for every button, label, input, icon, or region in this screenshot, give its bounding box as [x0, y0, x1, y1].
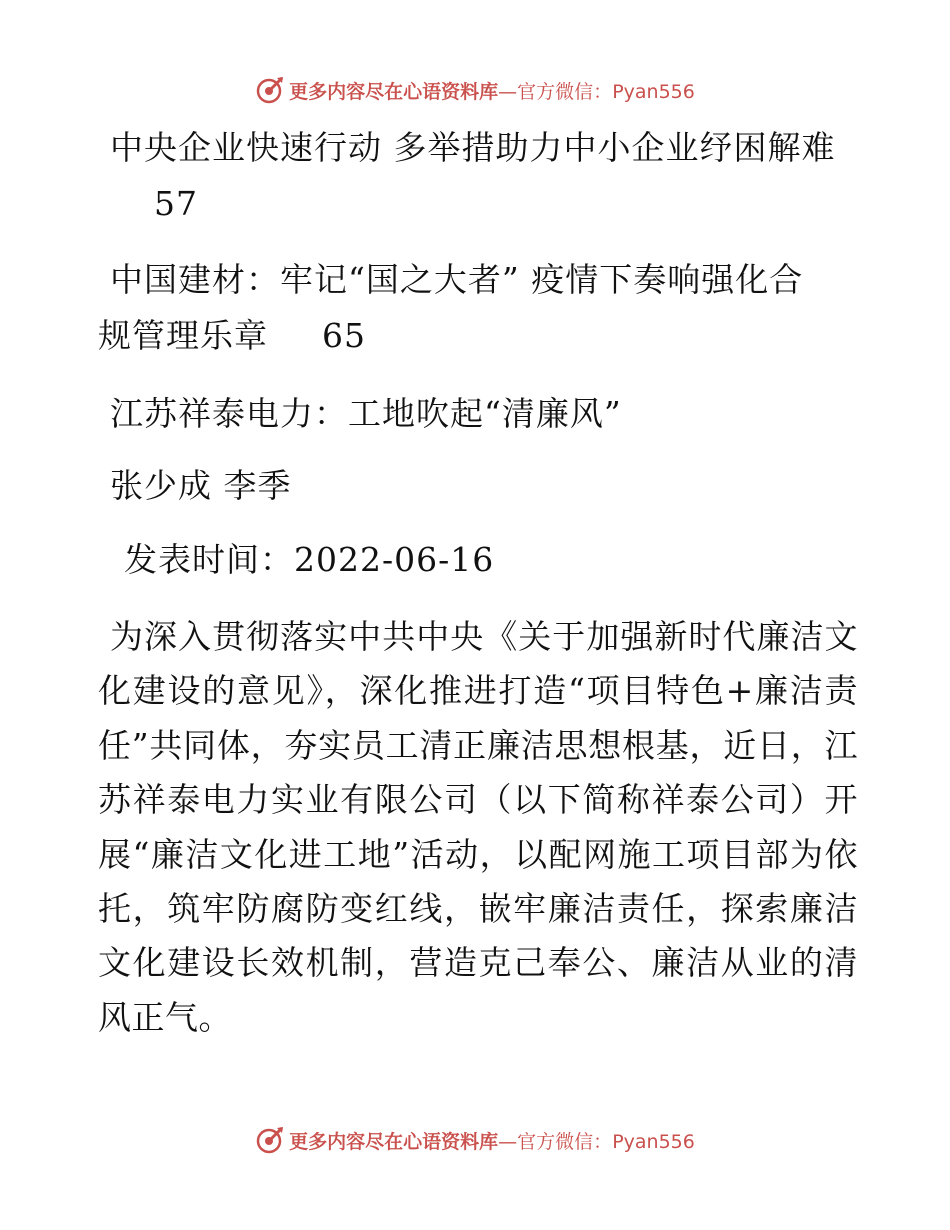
watermark-account: Pyan556 [612, 1130, 695, 1153]
watermark-official-label: 官方微信： [517, 80, 613, 103]
article-title: 江苏祥泰电力：工地吹起“清廉风” [110, 394, 622, 433]
toc-entry-1-title: 中央企业快速行动 多举措助力中小企业纾困解难 [110, 128, 836, 167]
toc-entry-1-page: 57 [154, 184, 198, 223]
watermark-banner-top [0, 70, 950, 110]
watermark-main-text: 更多内容尽在心语资料库 [289, 1130, 499, 1153]
watermark-banner-bottom [0, 1120, 950, 1160]
watermark-dash: — [498, 80, 518, 103]
quill-logo-icon [255, 1125, 285, 1155]
quill-logo-icon [255, 75, 285, 105]
article-body: 为深入贯彻落实中共中央《关于加强新时代廉洁文化建设的意见》，深化推进打造“项目特色+廉洁责任”共同体，夯实员工清正廉洁思想根基，近日，江苏祥泰电力实业有限公司（以下简称祥泰公司）开展“廉洁文化进工地”活动，以配网施工项目部为依托，筑牢防腐防变红线，嵌牢廉洁责任，探索廉洁文化建设长效机制，营造克己奉公、廉洁从业的清风正气。 [98, 617, 858, 1037]
article-publish-date: 发表时间：2022-06-16 [124, 540, 495, 579]
article-authors: 张少成 李季 [110, 466, 292, 505]
watermark-account: Pyan556 [612, 80, 695, 103]
watermark-official-label: 官方微信： [517, 1130, 613, 1153]
watermark-main-text: 更多内容尽在心语资料库 [289, 80, 499, 103]
toc-entry-2-title: 中国建材：牢记“国之大者” 疫情下奏响强化合 [110, 260, 804, 299]
toc-entry-2-title-cont: 规管理乐章 [98, 316, 268, 355]
watermark-dash: — [498, 1130, 518, 1153]
toc-entry-2-page: 65 [322, 316, 366, 355]
